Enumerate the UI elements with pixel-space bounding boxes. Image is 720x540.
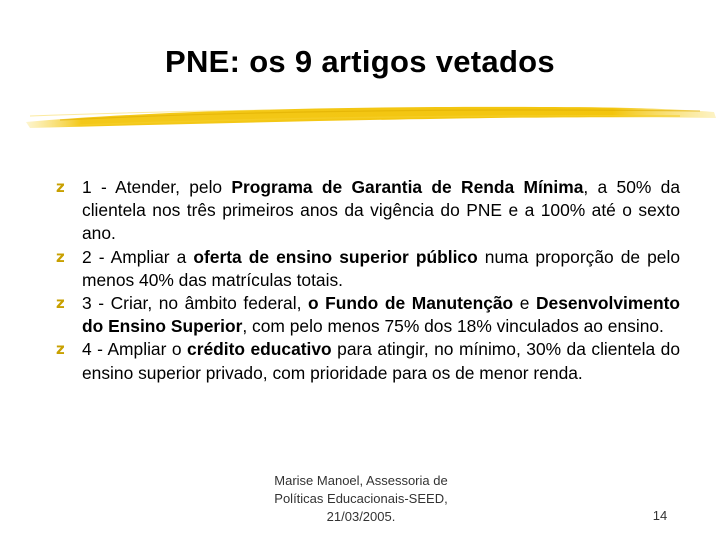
item-bold-text: crédito educativo [187, 339, 332, 360]
item-text: e [513, 293, 536, 314]
item-text: para atingir, no mínimo, 30% da clientela do ensino superior privado, com prioridade para os de menor renda. [82, 339, 681, 383]
item-text: 4 - Ampliar o [82, 339, 188, 360]
slide-title: PNE: os 9 artigos vetados [165, 44, 555, 79]
article-list [56, 176, 680, 385]
list-item [56, 246, 680, 292]
item-text: , com pelo menos 75% dos 18% vinculados ao ensino. [242, 316, 664, 337]
item-text: 2 - Ampliar a [82, 246, 194, 267]
z-bullet-icon: z [56, 247, 65, 266]
footer-line-date: 21/03/2005. [326, 509, 396, 524]
z-bullet-icon: z [56, 340, 65, 359]
z-bullet-icon: z [56, 294, 65, 313]
item-text: 1 - Atender, pelo [82, 177, 232, 197]
slide-footer [246, 472, 476, 526]
list-item [56, 292, 680, 338]
footer-line-author: Marise Manoel, Assessoria de [274, 473, 448, 488]
item-text: , a 50% da clientela nos três primeiros anos da vigência do PNE e a 100% até o sexto ano. [82, 177, 680, 244]
item-text: 3 - Criar, no âmbito federal, [82, 293, 308, 314]
item-bold-text: Desenvolvimento do Ensino Superior [82, 293, 680, 337]
list-item [56, 338, 680, 384]
z-bullet-icon: z [56, 178, 65, 196]
item-bold-text: Programa de Garantia de Renda Mínima [231, 177, 584, 197]
list-item [56, 176, 680, 246]
footer-line-department: Políticas Educacionais-SEED, [274, 491, 448, 506]
title-highlighter-underline [20, 98, 720, 134]
item-bold-text: o Fundo de Manutenção [307, 293, 514, 314]
item-bold-text: oferta de ensino superior público [193, 246, 478, 267]
page-number: 14 [652, 508, 668, 523]
item-text: numa proporção de pelo menos 40% das matrículas totais. [82, 246, 681, 290]
